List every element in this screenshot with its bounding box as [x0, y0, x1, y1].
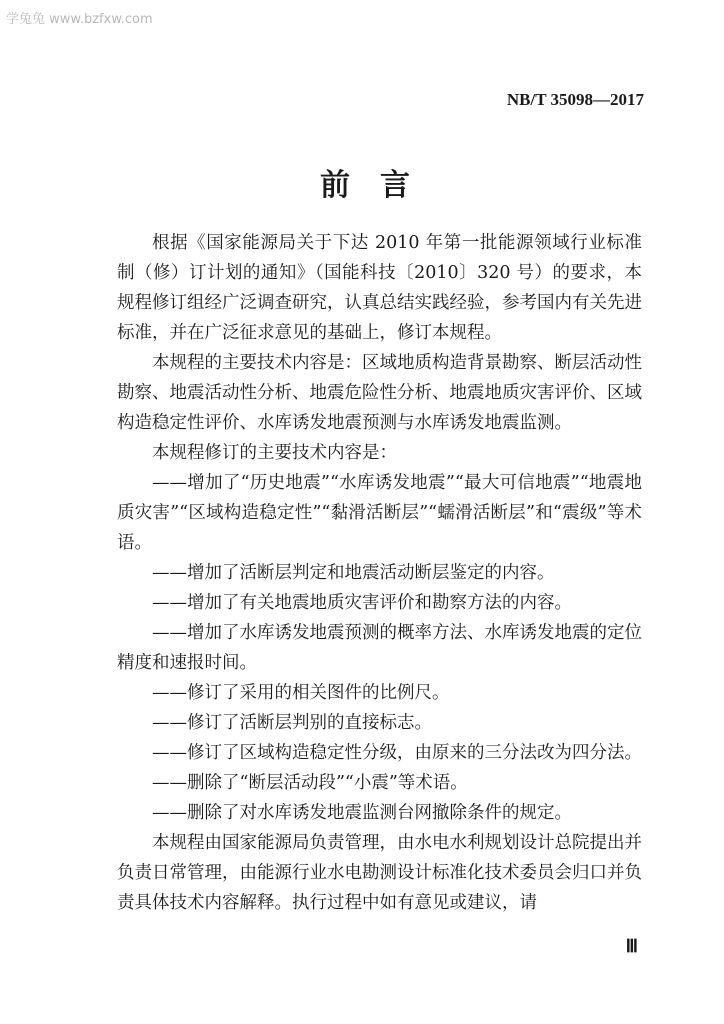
paragraph: ——删除了“断层活动段”“小震”等术语。: [152, 773, 468, 793]
paragraph: ——增加了有关地震地质灾害评价和勘察方法的内容。: [152, 593, 572, 613]
paragraph: ——增加了活断层判定和地震活动断层鉴定的内容。: [152, 563, 555, 583]
preface-body: [117, 228, 642, 918]
paragraph: ——修订了采用的相关图件的比例尺。: [152, 683, 450, 703]
page-title: 前言: [320, 168, 440, 203]
paragraph: ——删除了对水库诱发地震监测台网撤除条件的规定。: [152, 803, 572, 823]
paragraph: ——修订了活断层判别的直接标志。: [152, 713, 432, 733]
paragraph: 本规程修订的主要技术内容是：: [152, 443, 397, 463]
paragraph: ——增加了“历史地震”“水库诱发地震”“最大可信地震”“地震地质灾害”“区域构造稳定性”“黏滑活断层”“蠕滑活断层”和“震级”等术语。: [117, 473, 642, 553]
paragraph: ——修订了区域构造稳定性分级，由原来的三分法改为四分法。: [152, 743, 642, 763]
paragraph: ——增加了水库诱发地震预测的概率方法、水库诱发地震的定位精度和速报时间。: [117, 623, 642, 673]
standard-number: NB/T 35098—2017: [506, 90, 644, 109]
watermark: 学兔兔 www.bzfxw.com: [6, 12, 153, 27]
paragraph: 本规程由国家能源局负责管理，由水电水利规划设计总院提出并负责日常管理，由能源行业水电勘测设计标准化技术委员会归口并负责具体技术内容解释。执行过程中如有意见或建议，请: [117, 833, 642, 913]
paragraph: 根据《国家能源局关于下达 2010 年第一批能源领域行业标准制（修）订计划的通知》（国能科技〔2010〕320 号）的要求，本规程修订组经广泛调查研究，认真总结实践经验，参考国内有关先进标准，并在广泛征求意见的基础上，修订本规程。: [117, 233, 642, 343]
page-number: Ⅲ: [625, 936, 638, 956]
paragraph: 本规程的主要技术内容是：区域地质构造背景勘察、断层活动性勘察、地震活动性分析、地震危险性分析、地震地质灾害评价、区域构造稳定性评价、水库诱发地震预测与水库诱发地震监测。: [117, 353, 642, 433]
